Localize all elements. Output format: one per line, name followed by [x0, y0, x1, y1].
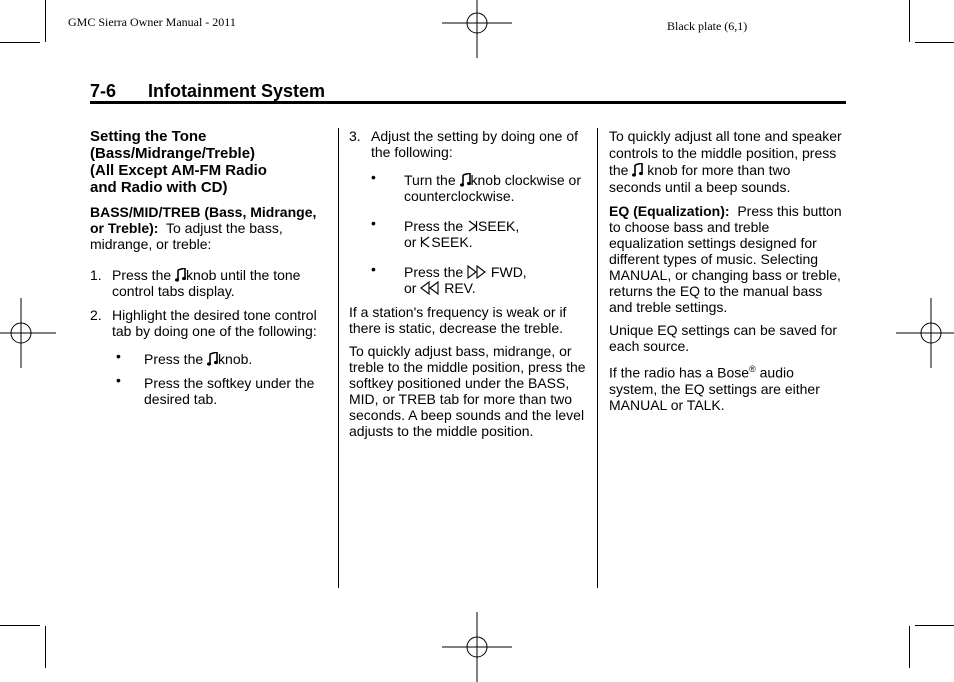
crop-mark [915, 42, 954, 43]
list-item: • Press the FWD, or REV. [371, 261, 527, 296]
crop-mark [909, 626, 910, 668]
column-divider [597, 128, 598, 588]
music-note-icon [460, 173, 471, 187]
registration-mark-top [442, 0, 512, 58]
term-label: BASS/MID/TREB (Bass, Midrange, or Treble): [90, 204, 317, 236]
fast-forward-icon [467, 265, 487, 279]
plate-label: Black plate (6,1) [667, 19, 748, 33]
crop-mark [45, 626, 46, 668]
column-divider [338, 128, 339, 588]
paragraph: To quickly adjust bass, midrange, or treble to the middle position, press the softkey positioned under the BASS, MID, or TREB tab for more than two seconds. A beep sounds and the level adjusts to the middle position. [349, 343, 586, 439]
list-item: 3. Adjust the setting by doing one of the following: [349, 128, 579, 160]
crop-mark [909, 0, 910, 42]
list-item: • Press the softkey under the desired tab. [116, 372, 315, 407]
term-paragraph: BASS/MID/TREB (Bass, Midrange, or Treble): To adjust the bass, midrange, or treble: [90, 204, 317, 252]
rewind-icon [420, 281, 440, 295]
seek-down-icon [420, 235, 431, 249]
crop-mark [0, 42, 40, 43]
paragraph: Unique EQ settings can be saved for each source. [609, 322, 838, 354]
section-title: Infotainment System [148, 81, 326, 101]
list-item: 1. Press the knob until the tone control tabs display. [90, 267, 301, 299]
music-note-icon [207, 352, 218, 366]
column-2 [349, 128, 587, 446]
column-1 [90, 128, 330, 415]
column-3 [609, 128, 845, 420]
crop-mark [0, 625, 40, 626]
manual-title: GMC Sierra Owner Manual - 2011 [68, 15, 236, 29]
list-item: • Press the SEEK, or SEEK. [371, 215, 520, 250]
crop-mark [45, 0, 46, 42]
crop-mark [915, 625, 954, 626]
registered-mark: ® [749, 364, 756, 374]
paragraph: If a station's frequency is weak or if there is static, decrease the treble. [349, 304, 567, 336]
list-item: 2. Highlight the desired tone control tab by doing one of the following: [90, 307, 317, 339]
section-number: 7-6 [90, 81, 117, 101]
list-item: • Turn the knob clockwise or counterclockwise. [371, 169, 582, 204]
subsection-heading: Setting the Tone (Bass/Midrange/Treble) (All Except AM-FM Radio and Radio with CD) [90, 128, 267, 196]
paragraph: If the radio has a Bose® audio system, the EQ settings are either MANUAL or TALK. [609, 364, 820, 413]
list-item: • Press the knob. [116, 348, 253, 367]
music-note-icon [632, 163, 643, 177]
music-note-icon [175, 268, 186, 282]
term-paragraph: EQ (Equalization): Press this button to choose bass and treble equalization settings designed for different types of music. Selecting MANUAL, or changing bass or treble, returns the EQ to the manual bass and treble settings. [609, 203, 842, 315]
term-label: EQ (Equalization): [609, 203, 730, 219]
registration-mark-bottom [442, 612, 512, 682]
registration-mark-left [0, 298, 56, 368]
header-rule [90, 101, 846, 104]
paragraph: To quickly adjust all tone and speaker controls to the middle position, press the knob for more than two seconds until a beep sounds. [609, 128, 842, 195]
seek-up-icon [467, 219, 478, 233]
registration-mark-right [896, 298, 954, 368]
